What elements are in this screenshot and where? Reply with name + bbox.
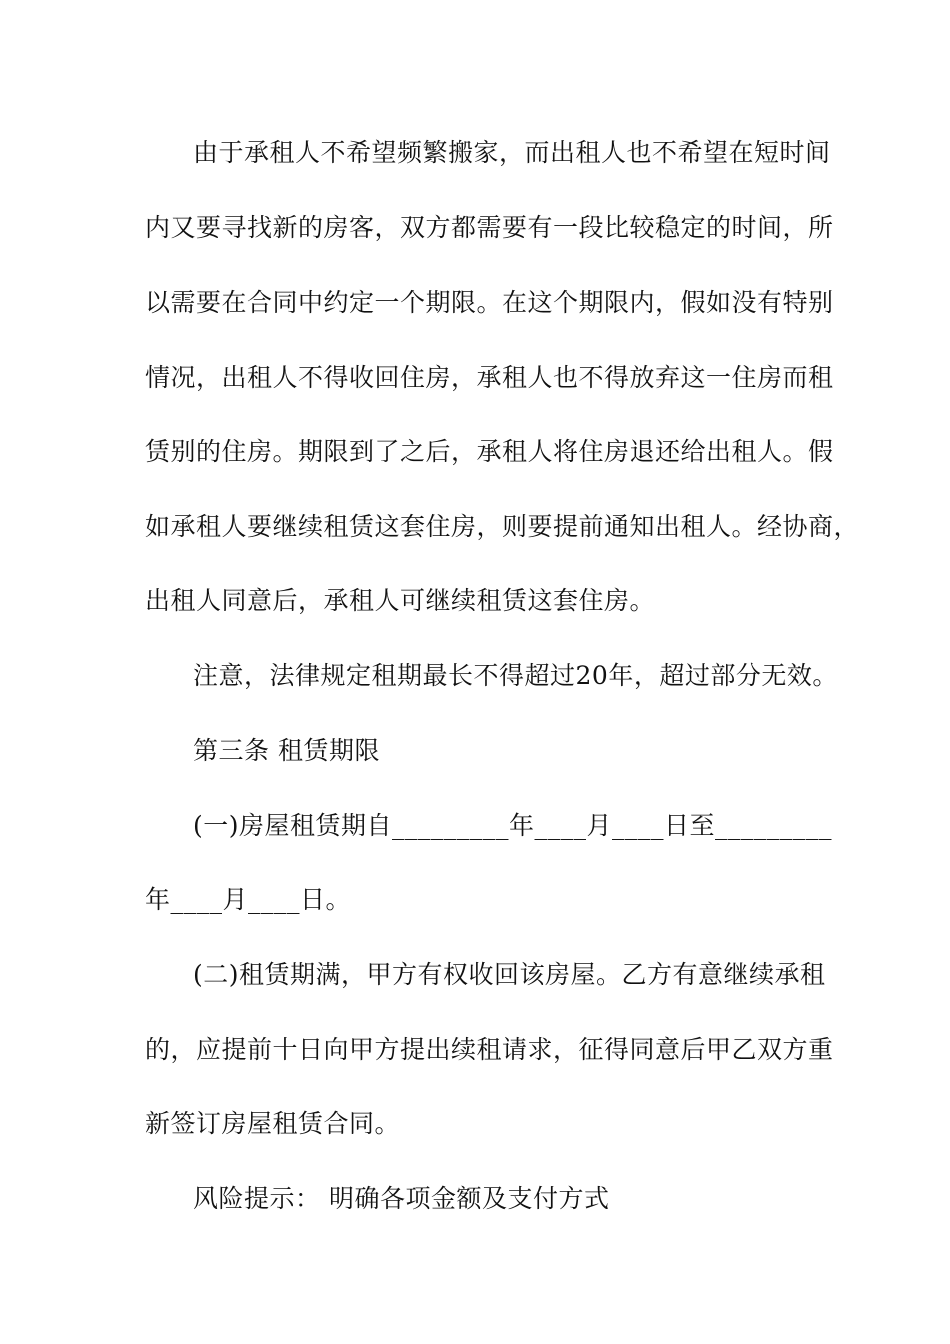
paragraph-line: 内又要寻找新的房客，双方都需要有一段比较稳定的时间，所 — [145, 213, 834, 242]
note-line: 注意，法律规定租期最长不得超过20年，超过部分无效。 — [193, 661, 838, 690]
paragraph-line: 如承租人要继续租赁这套住房，则要提前通知出租人。经协商， — [145, 512, 860, 541]
section-heading: 第三条 租赁期限 — [193, 736, 380, 765]
clause-line: 的，应提前十日向甲方提出续租请求，征得同意后甲乙双方重 — [145, 1035, 834, 1064]
paragraph-line: 以需要在合同中约定一个期限。在这个期限内，假如没有特别 — [145, 288, 834, 317]
clause-line: 新签订房屋租赁合同。 — [145, 1109, 401, 1138]
paragraph-line: 出租人同意后，承租人可继续租赁这套住房。 — [145, 586, 656, 615]
clause-line: (二)租赁期满，甲方有权收回该房屋。乙方有意继续承租 — [193, 960, 826, 989]
clause-line: (一)房屋租赁期自_________年____月____日至_________ — [193, 811, 833, 840]
clause-line: 年____月____日。 — [145, 885, 352, 914]
paragraph-line: 情况，出租人不得收回住房，承租人也不得放弃这一住房而租 — [145, 363, 834, 392]
risk-tip-line: 风险提示： 明确各项金额及支付方式 — [193, 1184, 610, 1213]
paragraph-line: 赁别的住房。期限到了之后，承租人将住房退还给出租人。假 — [145, 437, 834, 466]
paragraph-line: 由于承租人不希望频繁搬家，而出租人也不希望在短时间 — [193, 138, 831, 167]
